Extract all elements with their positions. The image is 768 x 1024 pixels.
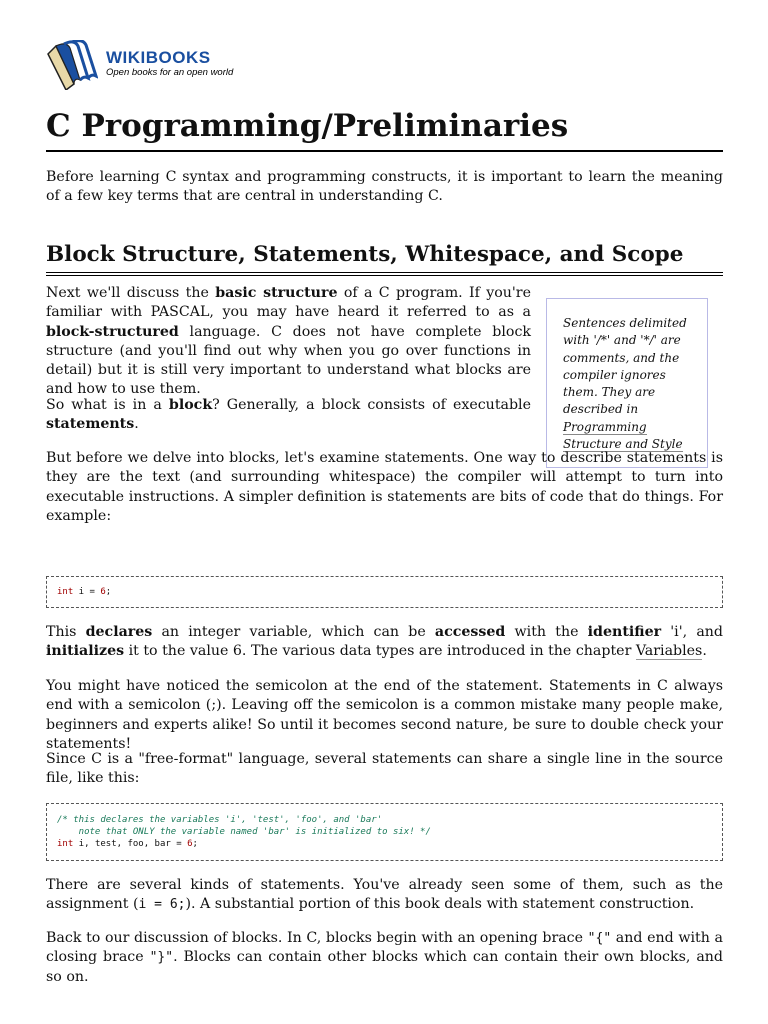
sidebar-text: Sentences delimited with '/*' and '*/' are comments, and the compiler ignores them. They are described in	[563, 316, 687, 417]
text: . Blocks can contain other blocks which can contain their own blocks, and so on.	[46, 949, 723, 985]
text: This	[46, 624, 86, 640]
paragraph-free-format: Since C is a "free-format" language, several statements can share a single line in the source file, like this:	[46, 751, 723, 787]
code-comment: /* this declares the variables 'i', 'test', 'foo', and 'bar'	[57, 815, 383, 825]
code-keyword: int	[57, 587, 74, 597]
text: There are several kinds of statements. You've already seen some of them, such as the assignment (	[46, 877, 723, 913]
page-title: C Programming/Preliminaries	[46, 104, 723, 152]
text: ). A substantial portion of this book deals with statement construction.	[185, 896, 695, 913]
code-block-example2	[46, 803, 723, 861]
bold-term: basic structure	[215, 285, 338, 301]
sidebar-link-programming-structure[interactable]: Programming Structure and Style	[563, 419, 683, 452]
paragraph-block	[46, 396, 531, 435]
text: Next we'll discuss the	[46, 285, 216, 301]
paragraph-kinds-of-statements	[46, 876, 723, 915]
bold-term: declares	[85, 624, 153, 640]
bold-term: initializes	[46, 643, 125, 660]
comment-note-sidebar	[546, 298, 708, 468]
text: an integer variable, which can be	[152, 624, 435, 640]
logo-title: WIKIBOOKS	[106, 48, 211, 67]
wikibooks-logo[interactable]	[46, 40, 236, 90]
code-block-example1	[46, 576, 723, 608]
text: language. C does not have complete block structure (and you'll find out why when you go over functions in detail) but it is still very important to understand what blocks are and how to use them.	[46, 323, 531, 398]
bold-term: identifier	[587, 624, 662, 640]
text: with the	[505, 624, 588, 640]
code-text: i =	[73, 587, 101, 597]
link-variables[interactable]: Variables	[635, 643, 703, 660]
text: So what is in a	[46, 397, 169, 413]
bold-term: statements	[46, 416, 135, 433]
inline-code: i = 6;	[138, 897, 186, 913]
text: But before we delve into blocks, let's examine statements. One way to describe statements is they are the text (and surrounding whitespace) the compiler will attempt to turn into executable instructions. A simpler definition is statements are bits of code that do things. For example:	[46, 450, 723, 524]
paragraph-blocks	[46, 929, 723, 987]
intro-paragraph: Before learning C syntax and programming constructs, it is important to learn the meaning of a few key terms that are central in understanding C.	[46, 169, 723, 205]
text: of a C program. If you're familiar with PASCAL, you may have heard it referred to as a	[46, 285, 531, 321]
bold-term: block	[168, 397, 213, 413]
code-text: i, test, foo, bar =	[73, 839, 188, 849]
paragraph-declares	[46, 623, 723, 662]
section-heading: Block Structure, Statements, Whitespace, and Scope	[46, 240, 723, 276]
books-icon	[46, 40, 98, 90]
text: Back to our discussion of blocks. In C, blocks begin with an opening brace	[46, 930, 588, 946]
code-comment: note that ONLY the variable named 'bar' is initialized to six! */	[57, 827, 431, 837]
code-keyword: int	[57, 839, 74, 849]
text: and end with a closing brace	[46, 930, 723, 966]
text: .	[702, 643, 707, 660]
code-number: 6	[187, 839, 193, 849]
code-text: ;	[192, 839, 198, 849]
bold-term: block-structured	[46, 323, 179, 340]
code-number: 6	[100, 587, 106, 597]
text: 'i', and	[661, 624, 723, 640]
inline-code: "}"	[149, 950, 174, 966]
text: ? Generally, a block consists of executable	[212, 397, 531, 413]
paragraph-semicolon: You might have noticed the semicolon at the end of the statement. Statements in C always end with a semicolon (;). Leaving off the semicolon is a common mistake many people make, beginners and experts alike! So until it becomes second nature, be sure to double check your statements!	[46, 678, 723, 752]
bold-term: accessed	[434, 624, 506, 640]
inline-code: "{"	[587, 931, 612, 946]
paragraph-statements	[46, 449, 723, 526]
code-text: ;	[105, 587, 112, 597]
logo-tagline: Open books for an open world	[106, 67, 234, 78]
text: .	[134, 416, 139, 433]
text: it to the value 6. The various data types are introduced in the chapter	[124, 643, 636, 660]
paragraph-basic-structure	[46, 284, 531, 400]
